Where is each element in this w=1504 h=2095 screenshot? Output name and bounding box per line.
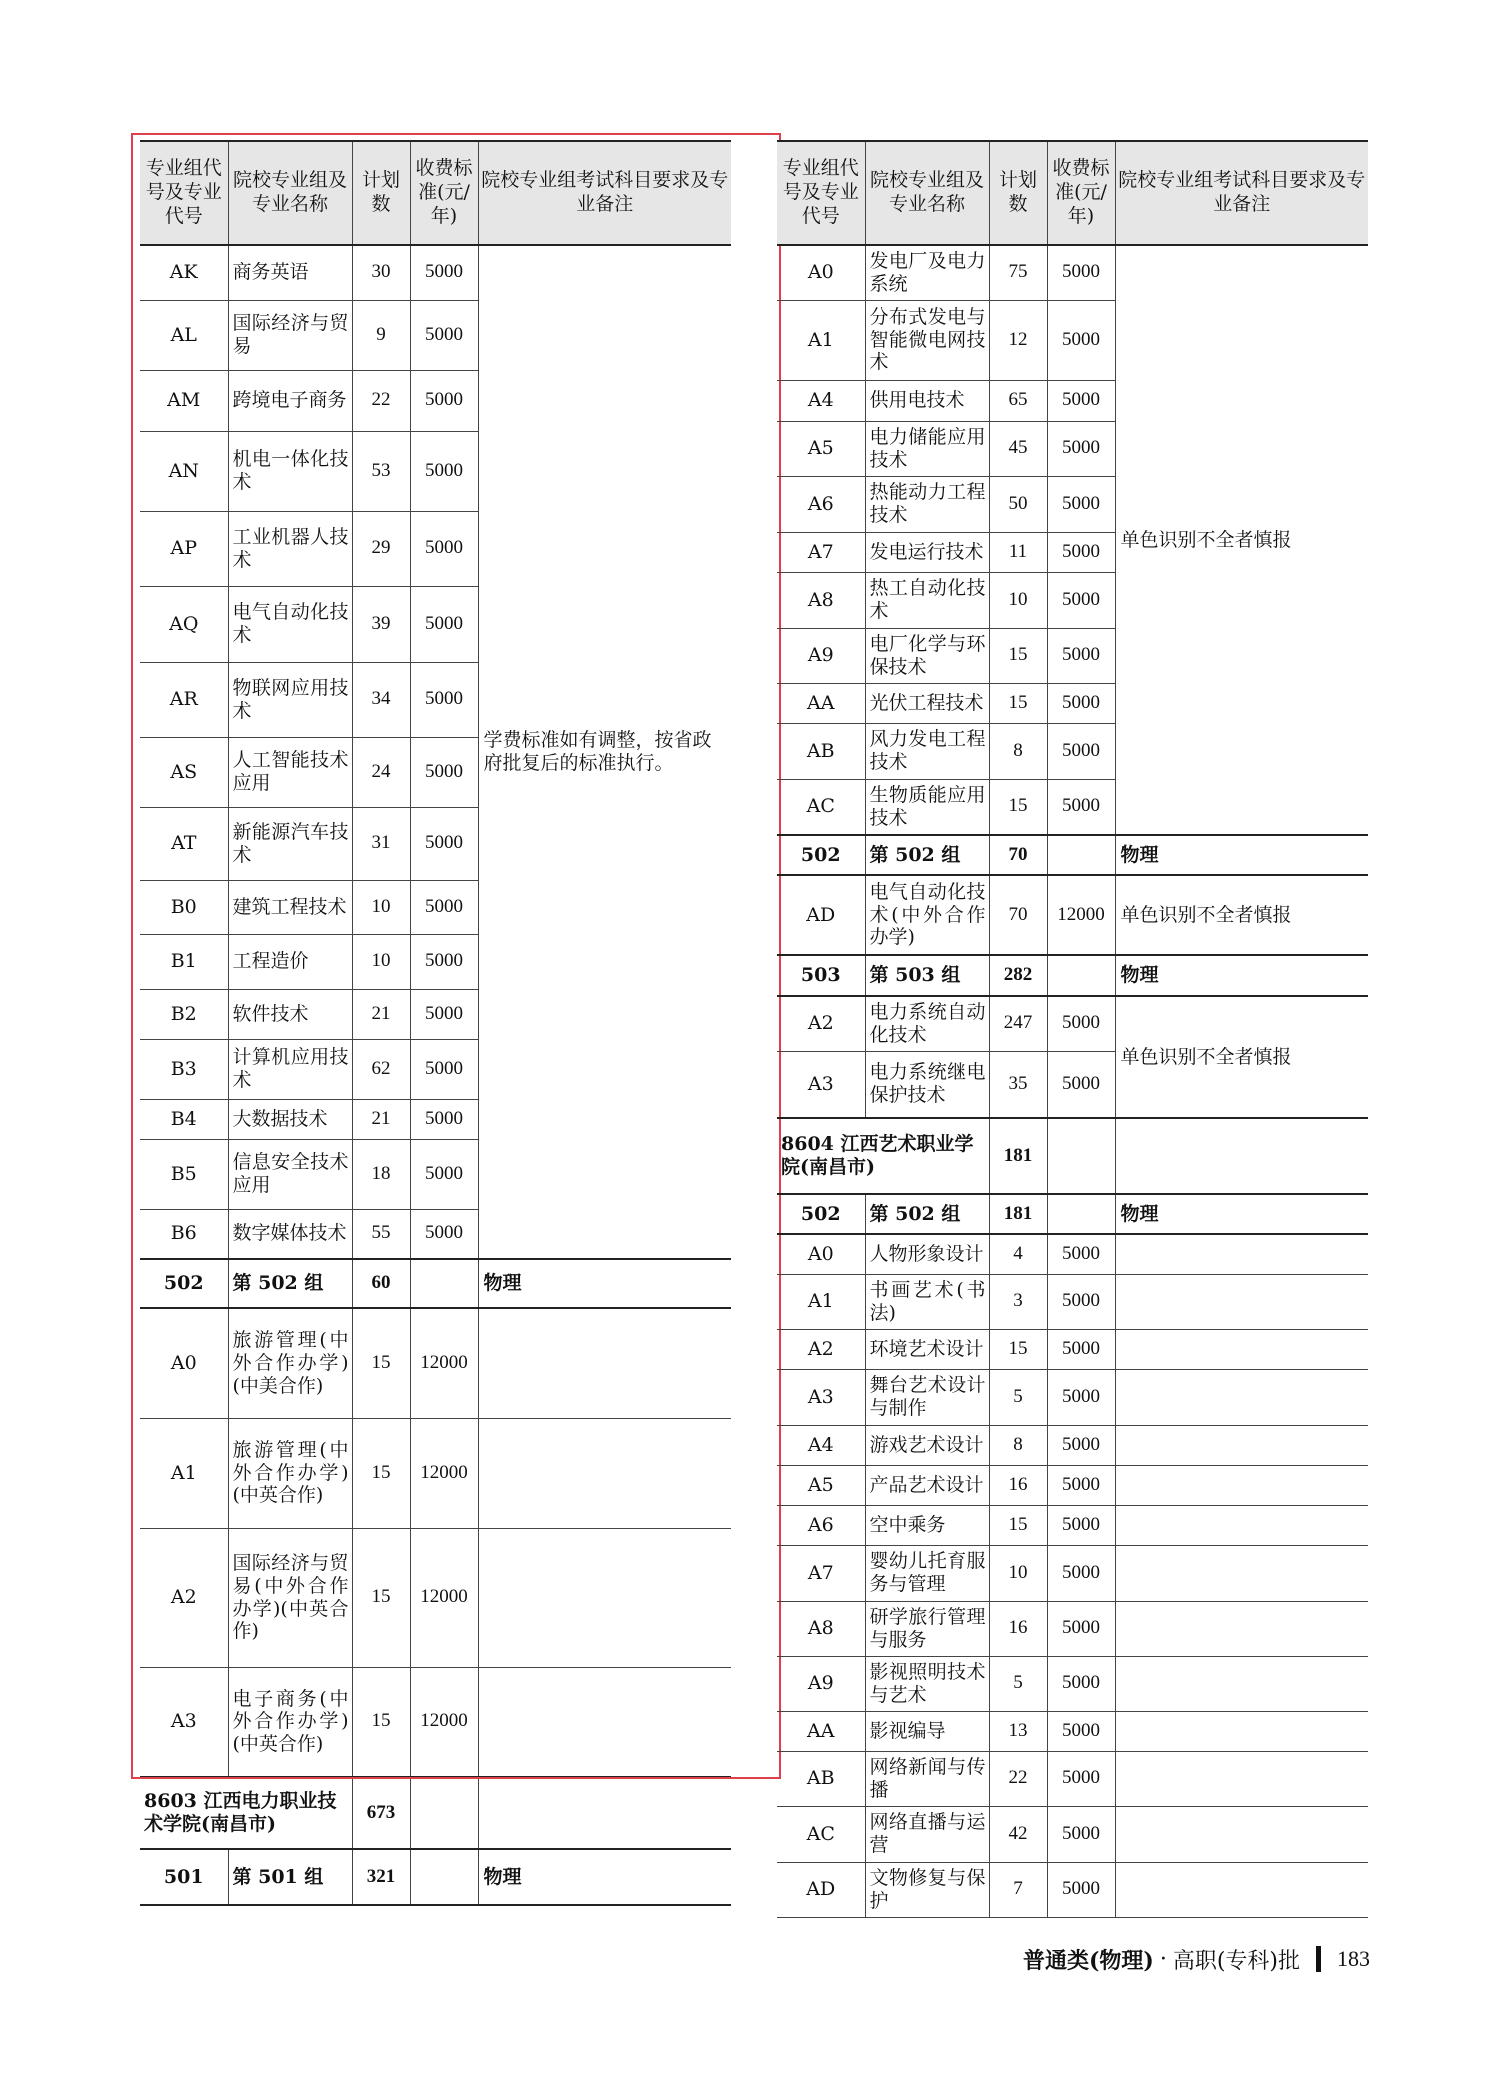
plan-count: 12: [989, 300, 1047, 380]
group-code: 501: [140, 1849, 228, 1905]
major-name: 文物修复与保护: [865, 1862, 989, 1917]
major-code: AP: [140, 511, 228, 586]
header-name: 院校专业组及专业名称: [865, 141, 989, 245]
major-name: 物联网应用技术: [228, 662, 352, 737]
group-fee: [410, 1849, 478, 1905]
major-code: A8: [777, 1601, 865, 1656]
table-row: [140, 1528, 731, 1667]
footer-batch: 高职(专科)批: [1172, 1948, 1300, 1974]
plan-count: 11: [989, 532, 1047, 572]
table-row: [777, 1601, 1368, 1656]
major-code: AK: [140, 245, 228, 300]
plan-count: 7: [989, 1862, 1047, 1917]
major-code: AC: [777, 1806, 865, 1862]
school-plan: 673: [352, 1777, 410, 1849]
tuition-fee: 12000: [410, 1528, 478, 1667]
major-name: 热能动力工程技术: [865, 476, 989, 532]
left-admission-table: [140, 140, 731, 1906]
major-note: [1115, 1711, 1368, 1751]
major-note: [1115, 1751, 1368, 1806]
major-name: 旅游管理(中外合作办学)(中美合作): [228, 1308, 352, 1418]
major-code: B3: [140, 1039, 228, 1099]
major-code: A1: [140, 1418, 228, 1528]
tuition-fee: 5000: [1047, 1425, 1115, 1465]
major-code: A9: [777, 628, 865, 683]
major-note: [1115, 1329, 1368, 1369]
major-name: 电气自动化技术: [228, 586, 352, 662]
tuition-fee: 5000: [410, 1039, 478, 1099]
major-name: 旅游管理(中外合作办学)(中英合作): [228, 1418, 352, 1528]
table-row: [140, 245, 731, 300]
major-code: B5: [140, 1139, 228, 1209]
major-name: 信息安全技术应用: [228, 1139, 352, 1209]
major-code: AD: [777, 1862, 865, 1917]
tuition-fee: 12000: [410, 1308, 478, 1418]
group-row: [777, 955, 1368, 996]
tuition-fee: 5000: [410, 737, 478, 807]
tuition-fee: 5000: [1047, 1051, 1115, 1118]
major-name: 网络直播与运营: [865, 1806, 989, 1862]
tuition-fee: 5000: [410, 1209, 478, 1259]
header-note: 院校专业组考试科目要求及专业备注: [478, 141, 731, 245]
major-code: A6: [777, 1505, 865, 1545]
table-row: [777, 1656, 1368, 1711]
plan-count: 13: [989, 1711, 1047, 1751]
major-name: 电气自动化技术(中外合作办学): [865, 875, 989, 955]
table-row: [777, 1465, 1368, 1505]
plan-count: 15: [352, 1418, 410, 1528]
tuition-fee: 5000: [1047, 1806, 1115, 1862]
table-row: [777, 1806, 1368, 1862]
plan-count: 34: [352, 662, 410, 737]
major-name: 电力储能应用技术: [865, 421, 989, 476]
school-plan: 181: [989, 1118, 1047, 1194]
table-row: [140, 1418, 731, 1528]
group-fee: [1047, 955, 1115, 996]
table-row: [140, 1308, 731, 1418]
school-row: [140, 1777, 731, 1849]
major-note: [1115, 1369, 1368, 1425]
plan-count: 31: [352, 807, 410, 880]
major-name: 热工自动化技术: [865, 572, 989, 628]
school-name: 8603 江西电力职业技术学院(南昌市): [140, 1777, 352, 1849]
major-code: A0: [777, 245, 865, 300]
group-code: 502: [777, 1194, 865, 1234]
plan-count: 21: [352, 989, 410, 1039]
plan-count: 15: [989, 628, 1047, 683]
major-note: 单色识别不全者慎报: [1115, 875, 1368, 955]
plan-count: 16: [989, 1601, 1047, 1656]
right-admission-table: [777, 140, 1368, 1918]
major-name: 生物质能应用技术: [865, 779, 989, 835]
major-name: 工程造价: [228, 934, 352, 989]
major-note: [1115, 1601, 1368, 1656]
tuition-fee: 5000: [410, 1139, 478, 1209]
plan-count: 65: [989, 380, 1047, 421]
plan-count: 8: [989, 1425, 1047, 1465]
group-row: [777, 835, 1368, 875]
major-code: A3: [140, 1667, 228, 1777]
major-note: [478, 1308, 731, 1418]
tuition-fee: 5000: [410, 300, 478, 370]
group-plan: 70: [989, 835, 1047, 875]
tuition-fee: 5000: [1047, 996, 1115, 1051]
plan-count: 55: [352, 1209, 410, 1259]
group-plan: 321: [352, 1849, 410, 1905]
major-code: A7: [777, 1545, 865, 1601]
group-plan: 181: [989, 1194, 1047, 1234]
major-code: AB: [777, 1751, 865, 1806]
group-name: 第 502 组: [228, 1259, 352, 1308]
group-fee: [1047, 835, 1115, 875]
page-number: 183: [1337, 1946, 1370, 1971]
major-name: 建筑工程技术: [228, 880, 352, 934]
major-note: [1115, 1234, 1368, 1274]
major-name: 商务英语: [228, 245, 352, 300]
footer-divider: [1316, 1946, 1321, 1972]
school-row: [777, 1118, 1368, 1194]
major-note: [478, 1528, 731, 1667]
major-name: 环境艺术设计: [865, 1329, 989, 1369]
tuition-fee: 5000: [1047, 1601, 1115, 1656]
group-subject: 物理: [1115, 1194, 1368, 1234]
tuition-fee: 5000: [1047, 1369, 1115, 1425]
major-code: AM: [140, 370, 228, 431]
major-note: [1115, 1862, 1368, 1917]
major-name: 分布式发电与智能微电网技术: [865, 300, 989, 380]
tuition-fee: 5000: [410, 431, 478, 511]
header-plan: 计划数: [989, 141, 1047, 245]
major-code: AT: [140, 807, 228, 880]
header-code: 专业组代号及专业代号: [140, 141, 228, 245]
major-code: A1: [777, 300, 865, 380]
plan-count: 15: [989, 1505, 1047, 1545]
group-name: 第 502 组: [865, 835, 989, 875]
major-note: [1115, 1656, 1368, 1711]
plan-count: 10: [989, 572, 1047, 628]
group-code: 502: [777, 835, 865, 875]
plan-count: 22: [352, 370, 410, 431]
plan-count: 35: [989, 1051, 1047, 1118]
major-code: A0: [777, 1234, 865, 1274]
header-fee: 收费标准(元/年): [1047, 141, 1115, 245]
group-code: 502: [140, 1259, 228, 1308]
major-name: 人物形象设计: [865, 1234, 989, 1274]
plan-count: 45: [989, 421, 1047, 476]
major-note: [1115, 1425, 1368, 1465]
major-name: 书画艺术(书法): [865, 1274, 989, 1329]
table-row: [777, 1751, 1368, 1806]
group-note: 单色识别不全者慎报: [1115, 245, 1368, 835]
plan-count: 9: [352, 300, 410, 370]
tuition-fee: 5000: [1047, 1465, 1115, 1505]
tuition-fee: 5000: [410, 370, 478, 431]
major-code: A5: [777, 1465, 865, 1505]
major-code: B1: [140, 934, 228, 989]
tuition-fee: 5000: [1047, 421, 1115, 476]
major-code: A3: [777, 1369, 865, 1425]
school-note-empty: [1115, 1118, 1368, 1194]
major-name: 空中乘务: [865, 1505, 989, 1545]
group-code: 503: [777, 955, 865, 996]
tuition-fee: 5000: [410, 586, 478, 662]
group-note: 单色识别不全者慎报: [1115, 996, 1368, 1118]
major-name: 国际经济与贸易: [228, 300, 352, 370]
header-fee: 收费标准(元/年): [410, 141, 478, 245]
plan-count: 16: [989, 1465, 1047, 1505]
major-code: AA: [777, 683, 865, 723]
table-row: [777, 1234, 1368, 1274]
major-name: 供用电技术: [865, 380, 989, 421]
tuition-fee: 5000: [1047, 476, 1115, 532]
major-code: A2: [777, 1329, 865, 1369]
major-name: 国际经济与贸易(中外合作办学)(中英合作): [228, 1528, 352, 1667]
major-note: [1115, 1545, 1368, 1601]
footer-section: 普通类(物理): [1023, 1947, 1154, 1974]
tuition-fee: 5000: [1047, 1656, 1115, 1711]
group-name: 第 502 组: [865, 1194, 989, 1234]
group-name: 第 503 组: [865, 955, 989, 996]
major-code: A1: [777, 1274, 865, 1329]
tuition-fee: 5000: [1047, 723, 1115, 779]
tuition-fee: 5000: [1047, 245, 1115, 300]
table-row: [777, 1862, 1368, 1917]
tuition-fee: 5000: [1047, 1274, 1115, 1329]
major-name: 数字媒体技术: [228, 1209, 352, 1259]
table-header: [777, 141, 1368, 245]
table-row: [777, 996, 1368, 1051]
major-name: 电力系统继电保护技术: [865, 1051, 989, 1118]
header-code: 专业组代号及专业代号: [777, 141, 865, 245]
plan-count: 22: [989, 1751, 1047, 1806]
major-code: A2: [140, 1528, 228, 1667]
major-name: 工业机器人技术: [228, 511, 352, 586]
tuition-fee: 5000: [1047, 683, 1115, 723]
tuition-fee: 5000: [1047, 300, 1115, 380]
major-code: AD: [777, 875, 865, 955]
table-row: [777, 1545, 1368, 1601]
major-name: 机电一体化技术: [228, 431, 352, 511]
group-row: [140, 1849, 731, 1905]
major-code: A0: [140, 1308, 228, 1418]
school-fee-empty: [410, 1777, 478, 1849]
major-note: [1115, 1274, 1368, 1329]
plan-count: 30: [352, 245, 410, 300]
plan-count: 10: [352, 880, 410, 934]
tuition-fee: 12000: [410, 1667, 478, 1777]
plan-count: 62: [352, 1039, 410, 1099]
major-code: A2: [777, 996, 865, 1051]
table-row: [777, 1329, 1368, 1369]
major-name: 风力发电工程技术: [865, 723, 989, 779]
major-code: AQ: [140, 586, 228, 662]
major-code: B6: [140, 1209, 228, 1259]
tuition-fee: 5000: [1047, 1862, 1115, 1917]
major-code: AN: [140, 431, 228, 511]
major-name: 发电运行技术: [865, 532, 989, 572]
footer-dot: ·: [1159, 1946, 1167, 1972]
group-row: [777, 1194, 1368, 1234]
table-row: [777, 245, 1368, 300]
plan-count: 21: [352, 1099, 410, 1139]
school-note-empty: [478, 1777, 731, 1849]
tuition-fee: 5000: [410, 989, 478, 1039]
tuition-fee: 5000: [410, 245, 478, 300]
group-plan: 282: [989, 955, 1047, 996]
major-name: 产品艺术设计: [865, 1465, 989, 1505]
major-name: 婴幼儿托育服务与管理: [865, 1545, 989, 1601]
major-name: 光伏工程技术: [865, 683, 989, 723]
group-subject: 物理: [1115, 835, 1368, 875]
header-plan: 计划数: [352, 141, 410, 245]
major-name: 跨境电子商务: [228, 370, 352, 431]
tuition-fee: 5000: [1047, 1234, 1115, 1274]
major-name: 影视编导: [865, 1711, 989, 1751]
table-row: [777, 1369, 1368, 1425]
major-note: [1115, 1465, 1368, 1505]
tuition-fee: 5000: [1047, 380, 1115, 421]
major-code: B0: [140, 880, 228, 934]
tuition-fee: 5000: [410, 807, 478, 880]
group-row: [140, 1259, 731, 1308]
major-code: AB: [777, 723, 865, 779]
major-code: AA: [777, 1711, 865, 1751]
major-code: AR: [140, 662, 228, 737]
major-name: 研学旅行管理与服务: [865, 1601, 989, 1656]
plan-count: 8: [989, 723, 1047, 779]
plan-count: 15: [352, 1308, 410, 1418]
tuition-fee: 5000: [1047, 1545, 1115, 1601]
tuition-fee: 5000: [1047, 1751, 1115, 1806]
tuition-fee: 12000: [410, 1418, 478, 1528]
major-name: 大数据技术: [228, 1099, 352, 1139]
major-code: AS: [140, 737, 228, 807]
plan-count: 4: [989, 1234, 1047, 1274]
plan-count: 247: [989, 996, 1047, 1051]
table-row: [777, 1505, 1368, 1545]
major-code: A8: [777, 572, 865, 628]
table-row: [777, 1711, 1368, 1751]
tuition-fee: 5000: [1047, 572, 1115, 628]
tuition-fee: 5000: [1047, 1505, 1115, 1545]
group-subject: 物理: [1115, 955, 1368, 996]
tuition-fee: 5000: [1047, 1329, 1115, 1369]
tuition-fee: 5000: [410, 934, 478, 989]
major-code: B2: [140, 989, 228, 1039]
plan-count: 10: [989, 1545, 1047, 1601]
plan-count: 39: [352, 586, 410, 662]
plan-count: 15: [989, 1329, 1047, 1369]
plan-count: 15: [352, 1528, 410, 1667]
major-name: 人工智能技术应用: [228, 737, 352, 807]
major-note: [478, 1667, 731, 1777]
plan-count: 3: [989, 1274, 1047, 1329]
major-name: 电力系统自动化技术: [865, 996, 989, 1051]
major-name: 网络新闻与传播: [865, 1751, 989, 1806]
group-plan: 60: [352, 1259, 410, 1308]
school-name: 8604 江西艺术职业学院(南昌市): [777, 1118, 989, 1194]
plan-count: 15: [989, 779, 1047, 835]
plan-count: 24: [352, 737, 410, 807]
page-footer: [926, 1941, 1370, 1977]
major-name: 影视照明技术与艺术: [865, 1656, 989, 1711]
group-subject: 物理: [478, 1259, 731, 1308]
group-name: 第 501 组: [228, 1849, 352, 1905]
plan-count: 10: [352, 934, 410, 989]
plan-count: 15: [989, 683, 1047, 723]
plan-count: 53: [352, 431, 410, 511]
tuition-fee: 5000: [410, 880, 478, 934]
major-name: 发电厂及电力系统: [865, 245, 989, 300]
plan-count: 5: [989, 1656, 1047, 1711]
major-code: AL: [140, 300, 228, 370]
header-note: 院校专业组考试科目要求及专业备注: [1115, 141, 1368, 245]
plan-count: 75: [989, 245, 1047, 300]
plan-count: 70: [989, 875, 1047, 955]
table-row: [777, 1425, 1368, 1465]
major-code: B4: [140, 1099, 228, 1139]
group-fee: [1047, 1194, 1115, 1234]
table-row: [777, 1274, 1368, 1329]
tuition-fee: 5000: [410, 511, 478, 586]
major-code: A3: [777, 1051, 865, 1118]
group-fee: [410, 1259, 478, 1308]
major-name: 电厂化学与环保技术: [865, 628, 989, 683]
header-name: 院校专业组及专业名称: [228, 141, 352, 245]
tuition-fee: 5000: [410, 1099, 478, 1139]
major-code: A6: [777, 476, 865, 532]
school-fee-empty: [1047, 1118, 1115, 1194]
major-code: A4: [777, 1425, 865, 1465]
tuition-fee: 12000: [1047, 875, 1115, 955]
tuition-fee: 5000: [1047, 1711, 1115, 1751]
tuition-fee: 5000: [1047, 779, 1115, 835]
major-code: A5: [777, 421, 865, 476]
major-code: A9: [777, 1656, 865, 1711]
major-name: 舞台艺术设计与制作: [865, 1369, 989, 1425]
table-row: [777, 875, 1368, 955]
table-header: [140, 141, 731, 245]
plan-count: 29: [352, 511, 410, 586]
major-code: A4: [777, 380, 865, 421]
major-note: [478, 1418, 731, 1528]
tuition-fee: 5000: [1047, 628, 1115, 683]
plan-count: 5: [989, 1369, 1047, 1425]
major-note: [1115, 1505, 1368, 1545]
major-note: [1115, 1806, 1368, 1862]
major-name: 软件技术: [228, 989, 352, 1039]
plan-count: 42: [989, 1806, 1047, 1862]
major-code: A7: [777, 532, 865, 572]
major-name: 计算机应用技术: [228, 1039, 352, 1099]
group-subject: 物理: [478, 1849, 731, 1905]
table-row: [140, 1667, 731, 1777]
tuition-fee: 5000: [410, 662, 478, 737]
plan-count: 18: [352, 1139, 410, 1209]
major-name: 游戏艺术设计: [865, 1425, 989, 1465]
group-note: 学费标准如有调整，按省政府批复后的标准执行。: [478, 245, 731, 1259]
tuition-fee: 5000: [1047, 532, 1115, 572]
major-name: 新能源汽车技术: [228, 807, 352, 880]
major-code: AC: [777, 779, 865, 835]
plan-count: 15: [352, 1667, 410, 1777]
plan-count: 50: [989, 476, 1047, 532]
major-name: 电子商务(中外合作办学)(中英合作): [228, 1667, 352, 1777]
